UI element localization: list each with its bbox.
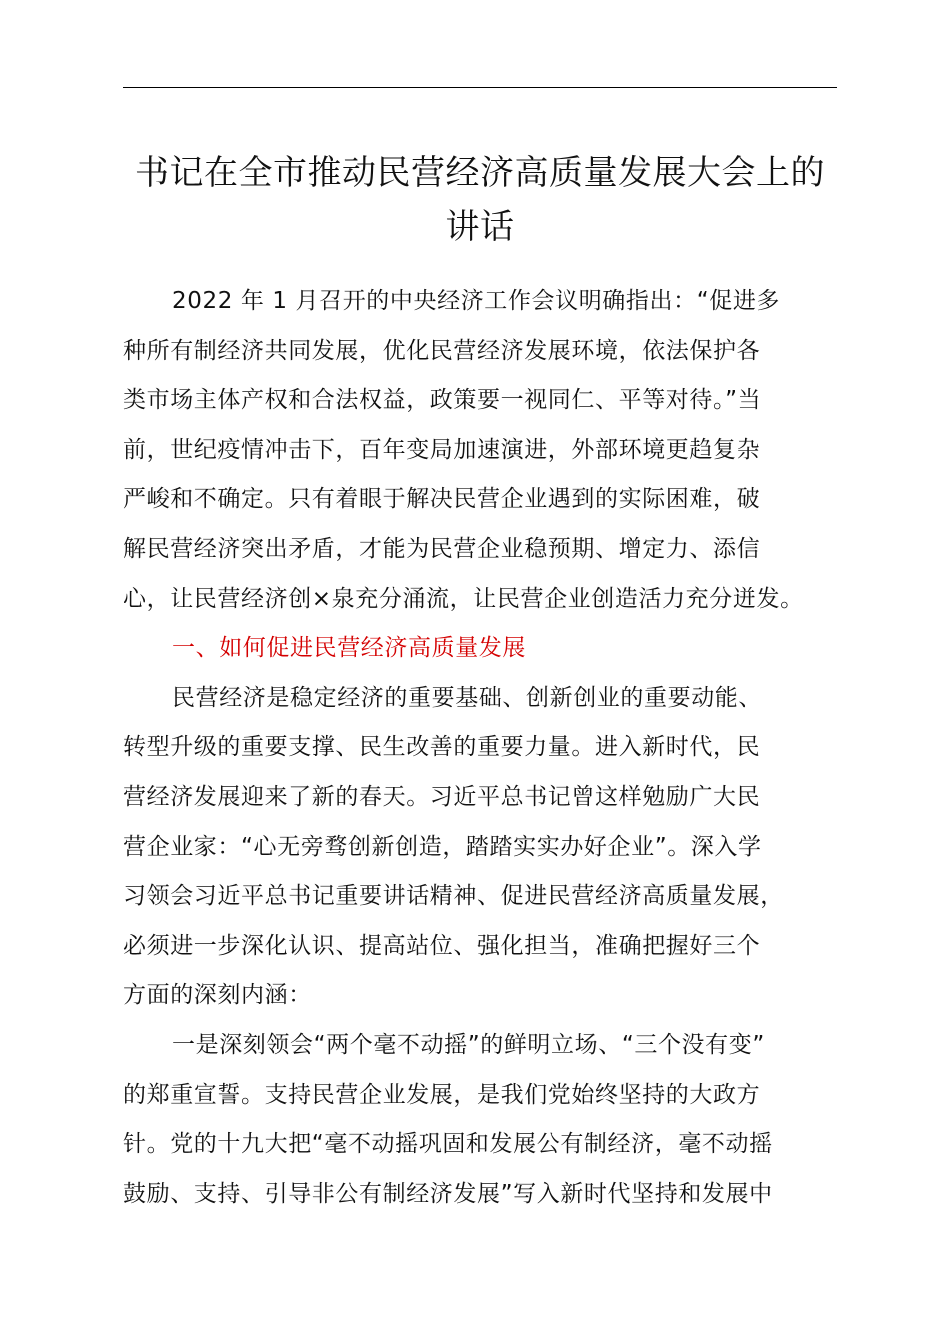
section-heading: 一、如何促进民营经济高质量发展 <box>172 635 526 662</box>
body-line: 习领会习近平总书记重要讲话精神、促进民营经济高质量发展， <box>123 883 784 910</box>
body-line: 2022 年 1 月召开的中央经济工作会议明确指出：“促进多 <box>172 288 781 314</box>
body-line: 民营经济是稳定经济的重要基础、创新创业的重要动能、 <box>172 684 762 711</box>
document-body <box>123 277 863 1219</box>
body-line: 鼓励、支持、引导非公有制经济发展”写入新时代坚持和发展中 <box>123 1180 773 1207</box>
body-line: 转型升级的重要支撑、民生改善的重要力量。进入新时代，民 <box>123 734 761 761</box>
body-line: 种所有制经济共同发展，优化民营经济发展环境，依法保护各 <box>123 337 761 364</box>
body-line: 方面的深刻内涵： <box>123 982 312 1009</box>
body-line: 营企业家：“心无旁骛创新创造，踏踏实实办好企业”。深入学 <box>123 833 762 860</box>
body-line: 营经济发展迎来了新的春天。习近平总书记曾这样勉励广大民 <box>123 783 761 810</box>
body-line: 的郑重宣誓。支持民营企业发展，是我们党始终坚持的大政方 <box>123 1081 761 1108</box>
body-line: 前，世纪疫情冲击下，百年变局加速演进，外部环境更趋复杂 <box>123 436 761 463</box>
header-rule <box>123 87 837 88</box>
body-line: 心，让民营经济创×泉充分涌流，让民营企业创造活力充分迸发。 <box>123 585 804 612</box>
body-line: 必须进一步深化认识、提高站位、强化担当，准确把握好三个 <box>123 932 761 959</box>
body-line: 针。党的十九大把“毫不动摇巩固和发展公有制经济，毫不动摇 <box>123 1131 773 1158</box>
body-line: 类市场主体产权和合法权益，政策要一视同仁、平等对待。”当 <box>123 387 762 414</box>
body-line: 解民营经济突出矛盾，才能为民营企业稳预期、增定力、添信 <box>123 535 761 562</box>
title-line: 书记在全市推动民营经济高质量发展大会上的 <box>135 153 825 193</box>
body-line: 严峻和不确定。只有着眼于解决民营企业遇到的实际困难，破 <box>123 486 761 513</box>
body-line: 一是深刻领会“两个毫不动摇”的鲜明立场、“三个没有变” <box>172 1031 765 1058</box>
document-title <box>110 146 850 254</box>
title-line: 讲话 <box>445 207 515 247</box>
